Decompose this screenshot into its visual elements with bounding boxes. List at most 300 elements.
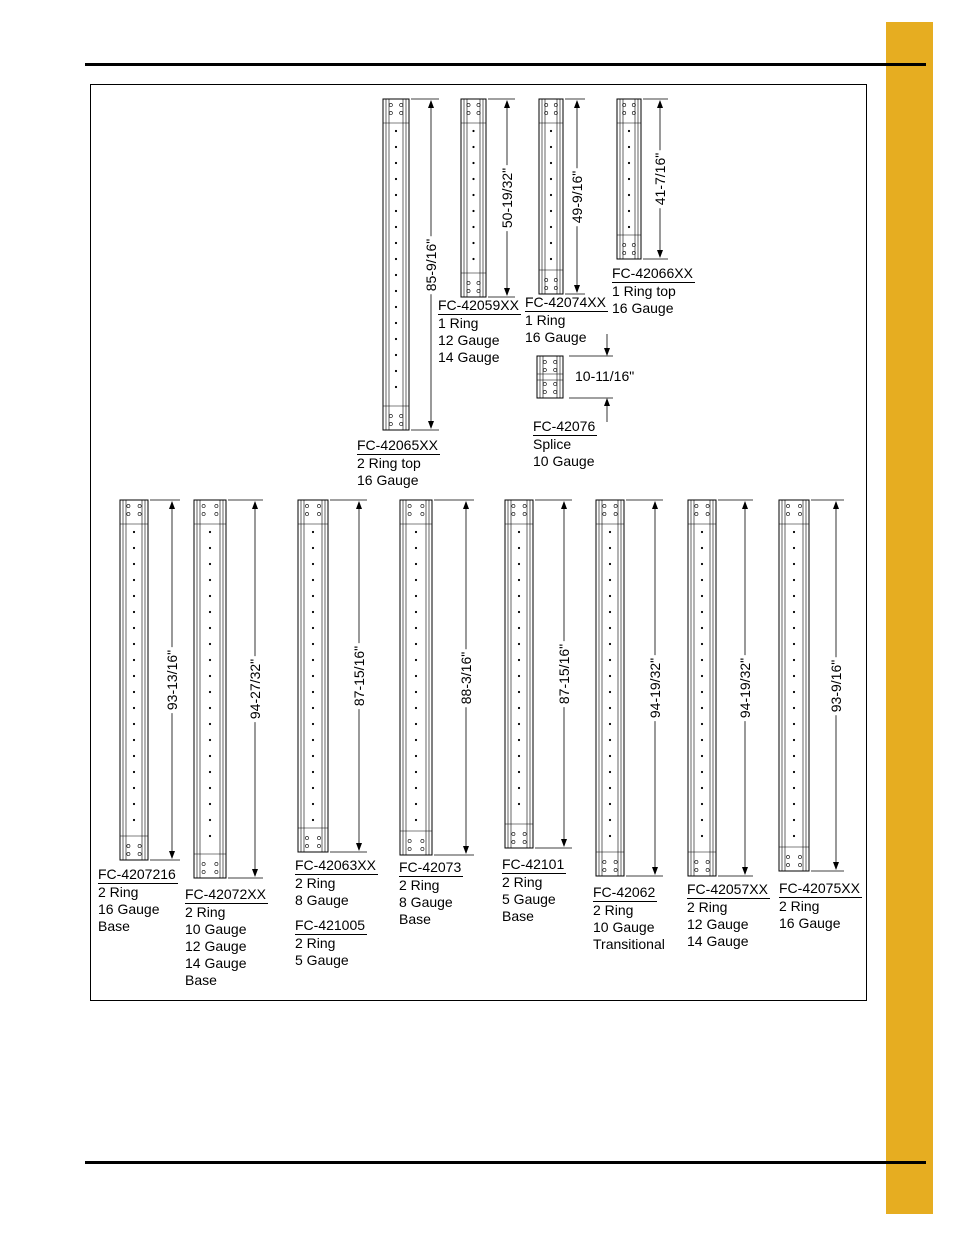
part-number: FC-42072XX xyxy=(185,886,266,902)
panel-hole xyxy=(628,130,630,132)
panel-hole xyxy=(415,739,417,741)
part-detail: 10 Gauge xyxy=(533,453,595,469)
panel-hole xyxy=(133,627,135,629)
panel-hole xyxy=(701,627,703,629)
panel-hole xyxy=(209,579,211,581)
panel-hole xyxy=(701,739,703,741)
panel-hole xyxy=(472,162,474,164)
panel-hole xyxy=(793,691,795,693)
panel-hole xyxy=(472,178,474,180)
part-label xyxy=(357,437,440,489)
panel-hole xyxy=(209,787,211,789)
panel-hole xyxy=(415,627,417,629)
dimension-arrow xyxy=(833,862,839,870)
panel-hole xyxy=(209,819,211,821)
panel-hole xyxy=(133,755,135,757)
panel-hole xyxy=(518,531,520,533)
panel-hole xyxy=(518,739,520,741)
dimension-arrow xyxy=(833,501,839,509)
part-detail: Base xyxy=(98,918,130,934)
panel-hole xyxy=(415,611,417,613)
dimension-label: 88-3/16" xyxy=(458,648,474,706)
panel-hole xyxy=(793,707,795,709)
part-detail: Splice xyxy=(533,436,572,452)
panel-hole xyxy=(133,819,135,821)
panel-hole xyxy=(609,643,611,645)
panel-hole xyxy=(395,338,397,340)
panel-hole xyxy=(209,627,211,629)
dimension-arrow xyxy=(561,501,567,509)
panel-hole xyxy=(209,595,211,597)
panel-hole xyxy=(550,178,552,180)
panel-hole xyxy=(793,563,795,565)
part-detail: 2 Ring xyxy=(593,902,634,918)
panel-hole xyxy=(609,595,611,597)
panel-hole xyxy=(701,723,703,725)
panel-hole xyxy=(472,210,474,212)
panel-hole xyxy=(628,178,630,180)
part-detail: 5 Gauge xyxy=(295,952,349,968)
panel-hole xyxy=(312,771,314,773)
panel-hole xyxy=(133,563,135,565)
part-number: FC-42101 xyxy=(502,856,565,872)
dimension-arrow xyxy=(657,100,663,108)
part-number: FC-42073 xyxy=(399,859,462,875)
dimension-label: 94-19/32" xyxy=(737,655,753,721)
panel-hole xyxy=(701,563,703,565)
panel-hole xyxy=(395,194,397,196)
dimension-arrow xyxy=(252,869,258,877)
panel-hole xyxy=(701,643,703,645)
part-label xyxy=(295,857,378,909)
panel-hole xyxy=(701,547,703,549)
panel-hole xyxy=(518,627,520,629)
panel-hole xyxy=(395,322,397,324)
panel-hole xyxy=(415,643,417,645)
panel-hole xyxy=(395,130,397,132)
panel-hole xyxy=(701,819,703,821)
panel-hole xyxy=(628,194,630,196)
part-label xyxy=(98,866,178,935)
panel-hole xyxy=(312,707,314,709)
panel-FC-42065XX xyxy=(383,99,409,430)
panel-hole xyxy=(133,803,135,805)
panel-hole xyxy=(133,787,135,789)
panel-hole xyxy=(550,130,552,132)
panel-hole xyxy=(472,258,474,260)
part-label xyxy=(502,856,566,925)
part-number: FC-4207216 xyxy=(98,866,176,882)
panel-hole xyxy=(793,675,795,677)
panel-hole xyxy=(518,771,520,773)
panel-hole xyxy=(312,819,314,821)
part-detail: 16 Gauge xyxy=(779,915,841,931)
dimension-label: 94-19/32" xyxy=(647,655,663,721)
part-number: FC-42063XX xyxy=(295,857,376,873)
panel-hole xyxy=(701,531,703,533)
dimension-arrow xyxy=(463,501,469,509)
panel-hole xyxy=(395,386,397,388)
panel-hole xyxy=(793,643,795,645)
dimension-arrow xyxy=(657,250,663,258)
part-detail: 2 Ring xyxy=(295,875,336,891)
panel-hole xyxy=(609,787,611,789)
part-number: FC-42057XX xyxy=(687,881,768,897)
panel-hole xyxy=(415,803,417,805)
part-detail: 16 Gauge xyxy=(98,901,160,917)
panel-hole xyxy=(518,579,520,581)
panel-hole xyxy=(312,643,314,645)
dimension-arrow xyxy=(169,501,175,509)
panel-hole xyxy=(209,707,211,709)
part-detail: Transitional xyxy=(593,936,665,952)
panel-hole xyxy=(395,226,397,228)
panel-hole xyxy=(628,146,630,148)
part-detail: 12 Gauge xyxy=(687,916,749,932)
panel-hole xyxy=(609,563,611,565)
panel-hole xyxy=(209,659,211,661)
panel-hole xyxy=(209,739,211,741)
part-detail: 2 Ring xyxy=(98,884,139,900)
panel-hole xyxy=(472,194,474,196)
panel-hole xyxy=(415,723,417,725)
part-detail: 1 Ring xyxy=(525,312,566,328)
panel-hole xyxy=(793,579,795,581)
panel-hole xyxy=(312,787,314,789)
panel-hole xyxy=(312,659,314,661)
panel-hole xyxy=(395,370,397,372)
panel-hole xyxy=(395,242,397,244)
part-detail: 16 Gauge xyxy=(612,300,674,316)
part-number: FC-42076 xyxy=(533,418,596,434)
panel-hole xyxy=(518,659,520,661)
part-detail: 2 Ring xyxy=(399,877,440,893)
part-detail: 12 Gauge xyxy=(438,332,500,348)
panel-hole xyxy=(209,611,211,613)
panel-hole xyxy=(793,771,795,773)
part-detail: 10 Gauge xyxy=(185,921,247,937)
part-label xyxy=(295,917,367,969)
panel-hole xyxy=(395,162,397,164)
panel-hole xyxy=(472,226,474,228)
panel-hole xyxy=(312,691,314,693)
panel-hole xyxy=(518,643,520,645)
dimension-arrow xyxy=(574,285,580,293)
panel-hole xyxy=(701,755,703,757)
part-detail: 10 Gauge xyxy=(593,919,655,935)
part-label xyxy=(185,886,268,989)
panel-hole xyxy=(701,659,703,661)
panel-hole xyxy=(550,162,552,164)
panel-FC-42101 xyxy=(505,500,533,848)
panel-hole xyxy=(395,178,397,180)
panel-hole xyxy=(312,723,314,725)
panel-hole xyxy=(415,659,417,661)
panel-hole xyxy=(793,803,795,805)
panel-hole xyxy=(133,675,135,677)
panel-hole xyxy=(133,723,135,725)
panel-hole xyxy=(312,611,314,613)
panel-hole xyxy=(609,547,611,549)
panel-hole xyxy=(209,563,211,565)
panel-hole xyxy=(133,771,135,773)
panel-hole xyxy=(793,755,795,757)
panel-hole xyxy=(209,547,211,549)
panel-hole xyxy=(628,210,630,212)
panel-hole xyxy=(472,130,474,132)
part-label xyxy=(399,859,463,928)
panel-hole xyxy=(609,803,611,805)
panel-FC-42076 xyxy=(537,356,563,398)
panel-hole xyxy=(133,739,135,741)
panel-hole xyxy=(609,675,611,677)
panel-hole xyxy=(415,595,417,597)
panel-hole xyxy=(518,547,520,549)
part-detail: Base xyxy=(185,972,217,988)
panel-hole xyxy=(550,258,552,260)
panel-hole xyxy=(793,659,795,661)
dimension-arrow xyxy=(428,421,434,429)
dimension-arrow xyxy=(574,100,580,108)
dimension-label: 87-15/16" xyxy=(351,643,367,709)
panel-hole xyxy=(415,563,417,565)
panel-hole xyxy=(518,787,520,789)
part-number: FC-42075XX xyxy=(779,880,860,896)
part-detail: 2 Ring xyxy=(687,899,728,915)
panel-hole xyxy=(609,707,611,709)
part-detail: 8 Gauge xyxy=(295,892,349,908)
panel-hole xyxy=(701,707,703,709)
panel-hole xyxy=(312,739,314,741)
panel-FC-42072XX xyxy=(194,500,226,878)
part-detail: 2 Ring xyxy=(295,935,336,951)
panel-hole xyxy=(312,563,314,565)
dimension-arrow xyxy=(428,100,434,108)
panel-hole xyxy=(518,691,520,693)
panel-hole xyxy=(312,547,314,549)
panel-hole xyxy=(133,531,135,533)
panel-hole xyxy=(395,290,397,292)
dimension-arrow xyxy=(742,867,748,875)
part-detail: 2 Ring xyxy=(185,904,226,920)
panel-hole xyxy=(415,707,417,709)
panel-hole xyxy=(312,531,314,533)
panel-hole xyxy=(793,547,795,549)
panel-hole xyxy=(518,755,520,757)
panel-hole xyxy=(518,707,520,709)
dimension-arrow xyxy=(652,867,658,875)
panel-hole xyxy=(415,755,417,757)
panel-hole xyxy=(609,771,611,773)
panel-hole xyxy=(550,146,552,148)
part-detail: 12 Gauge xyxy=(185,938,247,954)
panel-hole xyxy=(701,675,703,677)
dimension-label: 93-9/16" xyxy=(828,656,844,714)
dimension-label: 94-27/32" xyxy=(247,656,263,722)
panel-hole xyxy=(793,723,795,725)
panel-hole xyxy=(609,531,611,533)
panel-hole xyxy=(415,819,417,821)
dimension-label: 87-15/16" xyxy=(556,641,572,707)
panel-hole xyxy=(415,547,417,549)
part-label xyxy=(525,294,608,346)
part-detail: 2 Ring xyxy=(502,874,543,890)
panel-hole xyxy=(209,723,211,725)
panel-hole xyxy=(609,819,611,821)
panel-hole xyxy=(312,675,314,677)
panel-hole xyxy=(793,835,795,837)
panel-hole xyxy=(209,755,211,757)
part-label xyxy=(687,881,770,950)
panel-hole xyxy=(312,595,314,597)
dimension-arrow xyxy=(652,501,658,509)
part-detail: 1 Ring top xyxy=(612,283,676,299)
part-detail: 1 Ring xyxy=(438,315,479,331)
dimension-arrow xyxy=(604,348,610,356)
panel-hole xyxy=(133,691,135,693)
part-label xyxy=(593,884,665,953)
dimension-arrow xyxy=(356,843,362,851)
panel-hole xyxy=(415,579,417,581)
panel-hole xyxy=(701,787,703,789)
panel-hole xyxy=(793,531,795,533)
part-label xyxy=(612,265,695,317)
dimension-label: 93-13/16" xyxy=(164,647,180,713)
part-number: FC-421005 xyxy=(295,917,366,933)
panel-hole xyxy=(793,611,795,613)
dimension-arrow xyxy=(356,501,362,509)
panel-hole xyxy=(133,643,135,645)
panel-hole xyxy=(518,611,520,613)
part-label xyxy=(779,880,862,932)
part-detail: Base xyxy=(502,908,534,924)
panel-hole xyxy=(793,819,795,821)
panel-hole xyxy=(415,531,417,533)
part-label xyxy=(438,297,521,366)
panel-FC-42075XX xyxy=(779,500,809,871)
panel-hole xyxy=(550,226,552,228)
panel-hole xyxy=(518,675,520,677)
part-number: FC-42065XX xyxy=(357,437,438,453)
part-detail: 2 Ring top xyxy=(357,455,421,471)
panel-FC-42073 xyxy=(400,500,432,855)
panel-hole xyxy=(628,162,630,164)
panel-hole xyxy=(312,803,314,805)
dimension-arrow xyxy=(561,839,567,847)
panel-hole xyxy=(609,579,611,581)
panel-hole xyxy=(209,835,211,837)
part-detail: 16 Gauge xyxy=(357,472,419,488)
part-detail: 2 Ring xyxy=(779,898,820,914)
panel-hole xyxy=(472,146,474,148)
panel-hole xyxy=(701,835,703,837)
dimension-arrow xyxy=(169,851,175,859)
panel-hole xyxy=(518,595,520,597)
panel-hole xyxy=(609,723,611,725)
panel-FC-42074XX xyxy=(539,99,563,294)
panel-hole xyxy=(395,210,397,212)
panel-hole xyxy=(395,306,397,308)
dimension-arrow xyxy=(463,846,469,854)
panel-hole xyxy=(209,803,211,805)
dimension-label: 85-9/16" xyxy=(423,235,439,293)
panel-hole xyxy=(701,691,703,693)
panel-hole xyxy=(550,194,552,196)
panel-hole xyxy=(209,675,211,677)
panel-hole xyxy=(415,771,417,773)
part-number: FC-42066XX xyxy=(612,265,693,281)
panel-hole xyxy=(415,787,417,789)
dimension-arrow xyxy=(504,100,510,108)
dimension-arrow xyxy=(604,398,610,406)
panel-hole xyxy=(133,611,135,613)
panel-hole xyxy=(701,803,703,805)
panel-hole xyxy=(550,242,552,244)
panel-hole xyxy=(518,723,520,725)
part-detail: Base xyxy=(399,911,431,927)
panel-hole xyxy=(628,226,630,228)
panel-hole xyxy=(133,707,135,709)
panel-hole xyxy=(133,595,135,597)
panel-hole xyxy=(793,739,795,741)
panel-FC-4207216 xyxy=(120,500,148,860)
panel-hole xyxy=(609,755,611,757)
panel-hole xyxy=(609,835,611,837)
part-number: FC-42062 xyxy=(593,884,656,900)
panel-hole xyxy=(518,563,520,565)
panel-hole xyxy=(609,691,611,693)
panel-hole xyxy=(793,627,795,629)
panel-hole xyxy=(395,274,397,276)
panel-hole xyxy=(701,579,703,581)
dimension-arrow xyxy=(252,501,258,509)
panel-hole xyxy=(312,579,314,581)
part-detail: 8 Gauge xyxy=(399,894,453,910)
panel-hole xyxy=(609,739,611,741)
part-number: FC-42074XX xyxy=(525,294,606,310)
panel-hole xyxy=(209,771,211,773)
panel-hole xyxy=(701,595,703,597)
panel-FC-42059XX xyxy=(461,99,486,297)
dimension-label: 49-9/16" xyxy=(569,167,585,225)
panel-hole xyxy=(312,755,314,757)
part-detail: 16 Gauge xyxy=(525,329,587,345)
panel-hole xyxy=(701,771,703,773)
dimension-arrow xyxy=(504,288,510,296)
panel-hole xyxy=(793,787,795,789)
panel-hole xyxy=(701,611,703,613)
panel-hole xyxy=(550,210,552,212)
dimension-label: 50-19/32" xyxy=(499,165,515,231)
part-detail: 14 Gauge xyxy=(687,933,749,949)
part-detail: 14 Gauge xyxy=(185,955,247,971)
panel-hole xyxy=(395,258,397,260)
panel-hole xyxy=(209,531,211,533)
panel-hole xyxy=(312,627,314,629)
panel-hole xyxy=(415,691,417,693)
dimension-label: 10-11/16" xyxy=(575,368,635,384)
panel-hole xyxy=(395,146,397,148)
part-detail: 14 Gauge xyxy=(438,349,500,365)
panel-hole xyxy=(609,611,611,613)
panel-hole xyxy=(793,595,795,597)
panel-hole xyxy=(395,354,397,356)
panel-hole xyxy=(415,675,417,677)
panel-hole xyxy=(133,659,135,661)
part-detail: 5 Gauge xyxy=(502,891,556,907)
panel-hole xyxy=(209,643,211,645)
panel-hole xyxy=(133,579,135,581)
